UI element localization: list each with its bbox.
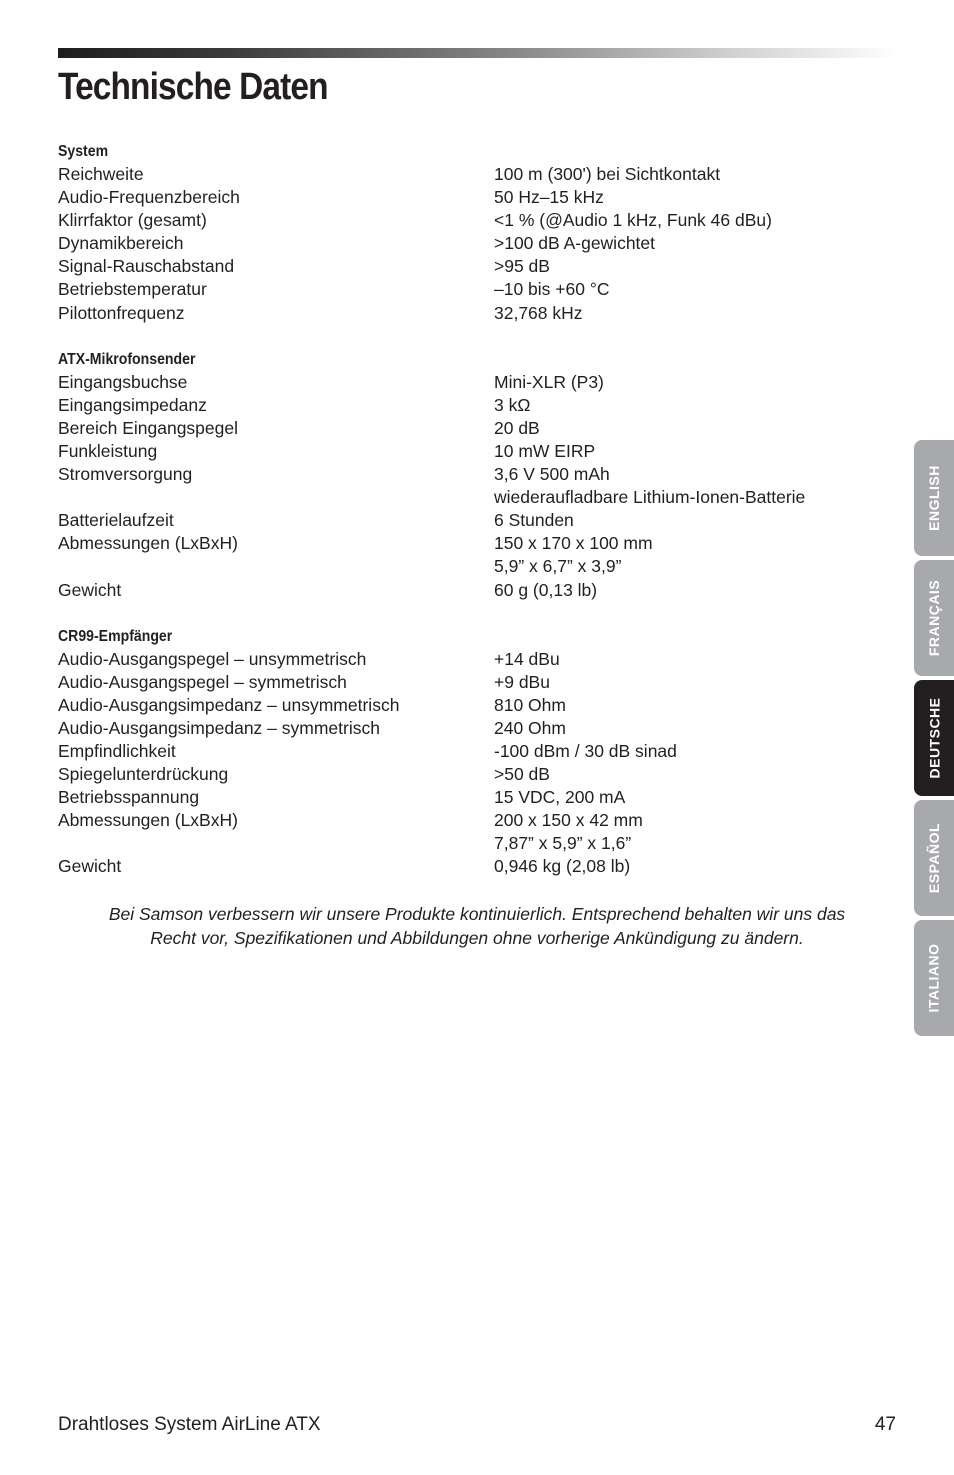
section-heading: CR99-Empfänger: [58, 627, 173, 645]
spec-row: [58, 371, 858, 394]
spec-value: 10 mW EIRP: [494, 440, 596, 461]
spec-value: 15 VDC, 200 mA: [494, 787, 626, 808]
spec-row: [58, 717, 858, 740]
spec-value: 50 Hz–15 kHz: [494, 187, 604, 208]
spec-value: 20 dB: [494, 417, 540, 438]
spec-row: [58, 509, 858, 532]
spec-label: Eingangsimpedanz: [58, 394, 207, 415]
spec-row: [58, 855, 858, 878]
page-title: Technische Daten: [58, 66, 328, 108]
spec-label: Batterielaufzeit: [58, 510, 174, 531]
language-tab-label: FRANÇAIS: [926, 579, 942, 657]
spec-row: [58, 740, 858, 763]
spec-label: Audio-Ausgangsimpedanz – unsymmetrisch: [58, 694, 400, 715]
spec-label: Empfindlichkeit: [58, 740, 176, 761]
language-tab-label: ENGLISH: [926, 465, 943, 531]
spec-row: [58, 763, 858, 786]
footer-product-name: Drahtloses System AirLine ATX: [58, 1414, 321, 1435]
spec-row: [58, 786, 858, 809]
spec-section: [58, 140, 858, 325]
spec-value: +14 dBu: [494, 648, 560, 669]
spec-value: wiederaufladbare Lithium-Ionen-Batterie: [494, 487, 806, 508]
spec-label: Abmessungen (LxBxH): [58, 810, 238, 831]
disclaimer-note: [58, 903, 896, 950]
spec-section: [58, 625, 858, 879]
spec-value: -100 dBm / 30 dB sinad: [494, 740, 677, 761]
spec-label: Audio-Frequenzbereich: [58, 187, 240, 208]
spec-value: 100 m (300') bei Sichtkontakt: [494, 164, 721, 184]
spec-value: 6 Stunden: [494, 510, 574, 531]
spec-label: Audio-Ausgangspegel – unsymmetrisch: [58, 648, 367, 669]
spec-label: Dynamikbereich: [58, 233, 184, 254]
language-tab-label: DEUTSCHE: [926, 697, 943, 779]
spec-label: Abmessungen (LxBxH): [58, 533, 238, 554]
spec-row: [58, 417, 858, 440]
page-number: 47: [874, 1414, 896, 1435]
spec-value: >50 dB: [494, 764, 550, 785]
spec-row: [58, 579, 858, 602]
spec-label: Stromversorgung: [58, 464, 193, 485]
language-tab-label: ESPAÑOL: [926, 822, 943, 894]
spec-value: >95 dB: [494, 256, 550, 277]
spec-value: Mini-XLR (P3): [494, 371, 604, 392]
spec-label: Gewicht: [58, 579, 122, 600]
spec-row: [58, 555, 858, 578]
spec-label: [58, 486, 494, 509]
spec-label: Spiegelunterdrückung: [58, 764, 229, 785]
spec-label: Funkleistung: [58, 440, 158, 461]
spec-label: Audio-Ausgangspegel – symmetrisch: [58, 671, 347, 692]
spec-value: 150 x 170 x 100 mm: [494, 533, 653, 554]
spec-label: Betriebstemperatur: [58, 279, 207, 300]
language-tab-español[interactable]: [914, 800, 954, 916]
spec-row: [58, 832, 858, 855]
spec-row: [58, 209, 858, 232]
spec-label: Signal-Rauschabstand: [58, 256, 235, 277]
spec-value: >100 dB A-gewichtet: [494, 233, 656, 254]
note-line: Bei Samson verbessern wir unsere Produkte kontinuierlich. Entsprechend behalten wir uns das: [108, 904, 846, 924]
spec-row: [58, 486, 858, 509]
spec-row: [58, 278, 858, 301]
spec-value: 5,9” x 6,7” x 3,9”: [494, 556, 622, 577]
spec-row: [58, 671, 858, 694]
spec-section: [58, 348, 858, 602]
spec-label: Klirrfaktor (gesamt): [58, 210, 207, 231]
section-heading: System: [58, 143, 109, 160]
spec-label: Eingangsbuchse: [58, 371, 188, 392]
spec-row: [58, 163, 858, 186]
spec-label: Gewicht: [58, 856, 122, 877]
note-line: Recht vor, Spezifikationen und Abbildungen ohne vorherige Ankündigung zu ändern.: [150, 927, 804, 948]
spec-label: Betriebsspannung: [58, 787, 200, 808]
spec-label: Bereich Eingangspegel: [58, 417, 238, 438]
spec-row: [58, 532, 858, 555]
spec-value: 60 g (0,13 lb): [494, 579, 598, 600]
spec-label: [58, 832, 494, 855]
language-tab-français[interactable]: [914, 560, 954, 676]
spec-row: [58, 255, 858, 278]
language-tab-italiano[interactable]: [914, 920, 954, 1036]
spec-row: [58, 809, 858, 832]
spec-value: +9 dBu: [494, 671, 550, 692]
spec-row: [58, 302, 858, 325]
spec-list: [58, 140, 858, 902]
spec-row: [58, 232, 858, 255]
spec-value: 0,946 kg (2,08 lb): [494, 856, 631, 877]
section-heading: ATX-Mikrofonsender: [58, 350, 196, 368]
spec-label: [58, 555, 494, 578]
spec-row: [58, 186, 858, 209]
spec-label: Pilottonfrequenz: [58, 302, 185, 323]
spec-row: [58, 440, 858, 463]
spec-value: 240 Ohm: [494, 717, 566, 738]
spec-row: [58, 694, 858, 717]
spec-label: Audio-Ausgangsimpedanz – symmetrisch: [58, 717, 380, 738]
language-tab-english[interactable]: [914, 440, 954, 556]
spec-row: [58, 463, 858, 486]
spec-value: 3,6 V 500 mAh: [494, 464, 610, 485]
spec-value: –10 bis +60 °C: [494, 279, 610, 300]
spec-value: 7,87” x 5,9” x 1,6”: [494, 833, 632, 854]
spec-label: Reichweite: [58, 164, 144, 184]
header-gradient-bar: [58, 48, 898, 58]
spec-value: 200 x 150 x 42 mm: [494, 810, 643, 831]
spec-row: [58, 648, 858, 671]
spec-value: 32,768 kHz: [494, 302, 583, 323]
language-tab-deutsche[interactable]: [914, 680, 954, 796]
spec-value: <1 % (@Audio 1 kHz, Funk 46 dBu): [494, 210, 772, 231]
spec-value: 810 Ohm: [494, 694, 566, 715]
spec-value: 3 kΩ: [494, 394, 531, 415]
spec-row: [58, 394, 858, 417]
language-tab-label: ITALIANO: [926, 943, 943, 1013]
